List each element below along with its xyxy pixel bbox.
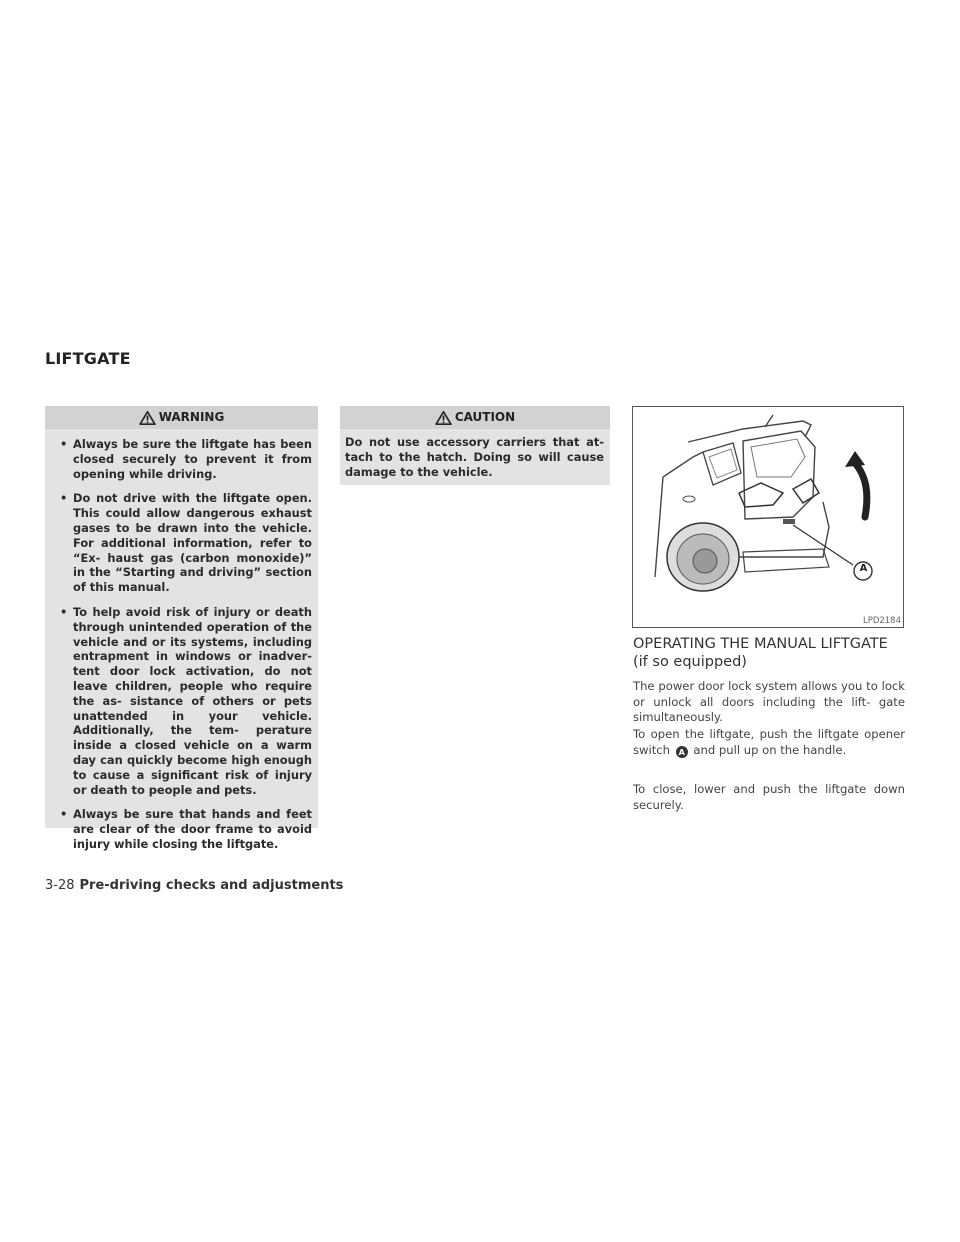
chapter-title: Pre-driving checks and adjustments: [79, 878, 344, 893]
caution-text: Do not use accessory carriers that at- tach to the hatch. Doing so will cause damage to the vehicle.: [345, 435, 604, 479]
p2-before: To open the liftgate, push the liftgate opener switch: [633, 727, 905, 757]
paragraph-door-lock: The power door lock system allows you to lock or unlock all doors including the lift- gate simultaneously.: [633, 679, 905, 724]
warning-triangle-icon: [139, 411, 156, 425]
page-number: 3-28: [45, 878, 75, 893]
section-title: LIFTGATE: [45, 349, 131, 368]
page-footer: [45, 878, 343, 893]
warning-box: [45, 406, 318, 851]
warning-list: [45, 429, 318, 852]
paragraph-open-liftgate: [633, 727, 905, 758]
subheading: OPERATING THE MANUAL LIFTGATE (if so equipped): [633, 636, 888, 670]
figure-id-label: LPD2184: [862, 616, 901, 626]
caution-triangle-icon: [435, 411, 452, 425]
caution-header: [340, 406, 610, 429]
p2-after: and pull up on the handle.: [693, 742, 847, 757]
warning-item: • Do not drive with the liftgate open. This could allow dangerous exhaust gases to be drawn into the vehicle. For additional information, refer to “Ex- haust gas (carbon monoxide)” in the “Starting and driving” section of this manual.: [60, 491, 312, 595]
vehicle-rear-illustration: [633, 407, 903, 627]
warning-item: • Always be sure that hands and feet are clear of the door frame to avoid injury while closing the liftgate.: [60, 807, 312, 851]
warning-header: [45, 406, 318, 429]
caution-box: [340, 406, 610, 485]
liftgate-figure: [632, 406, 904, 628]
warning-item: • To help avoid risk of injury or death through unintended operation of the vehicle and or its systems, including entrapment in windows or inadver- tent door lock activation, do not leave children, people who require the as- sistance of others or pets unattended in your vehicle. Additionally, the tem- perature inside a closed vehicle on a warm day can quickly become high enough to cause a significant risk of injury or death to people and pets.: [60, 605, 312, 797]
callout-a-label: A: [859, 563, 868, 574]
callout-a-icon: A: [676, 746, 688, 758]
paragraph-close-liftgate: To close, lower and push the liftgate down securely.: [633, 782, 905, 812]
warning-item: • Always be sure the liftgate has been closed securely to prevent it from opening while driving.: [60, 437, 312, 481]
caution-heading: CAUTION: [454, 410, 516, 424]
warning-heading: WARNING: [158, 410, 225, 424]
